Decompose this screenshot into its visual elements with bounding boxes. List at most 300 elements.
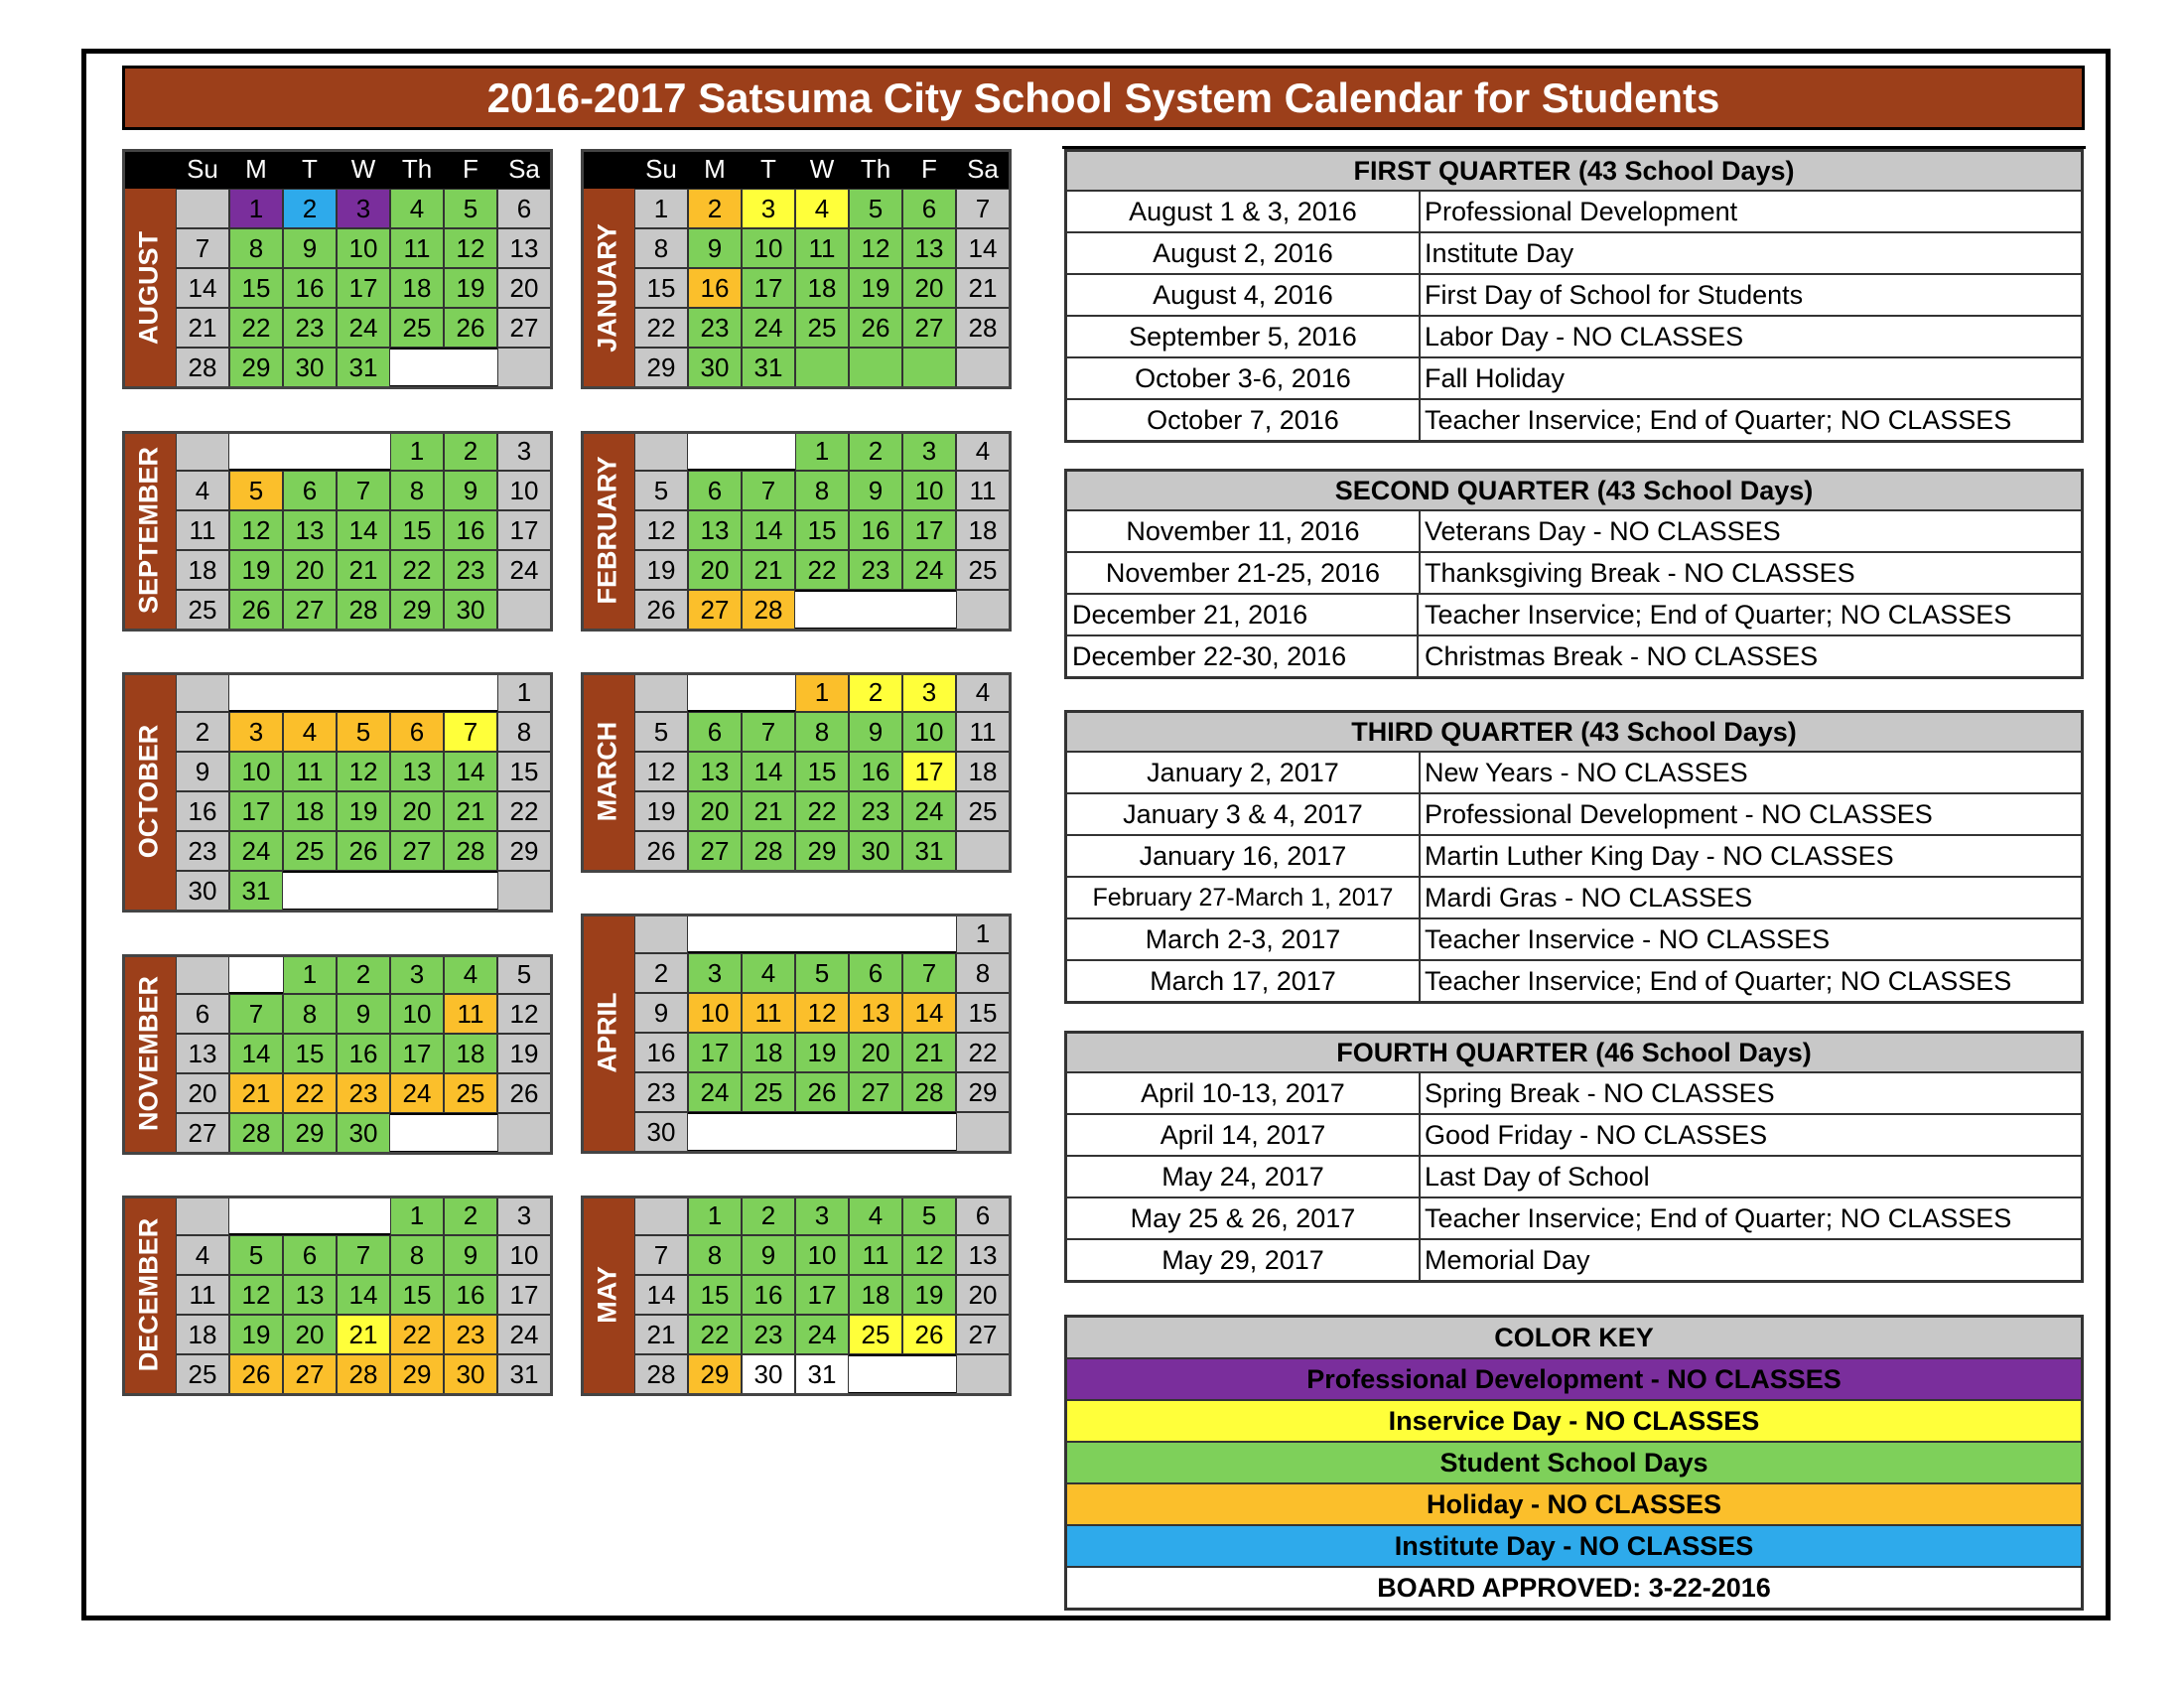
- day-cell: 13: [849, 993, 902, 1033]
- day-cell: 30: [634, 1112, 688, 1152]
- day-cell: 11: [956, 471, 1010, 510]
- day-cell: 28: [229, 1113, 283, 1153]
- day-cell: 18: [176, 550, 229, 590]
- day-cell: 24: [742, 308, 795, 348]
- day-cell: 8: [688, 1235, 742, 1275]
- event-description: New Years - NO CLASSES: [1425, 758, 1748, 787]
- event-row: [1067, 1157, 2081, 1198]
- day-cell: 25: [742, 1072, 795, 1112]
- day-cell: 8: [497, 712, 551, 752]
- day-cell: 2: [444, 1196, 497, 1235]
- event-row: [1067, 919, 2081, 961]
- day-cell: 7: [902, 953, 956, 993]
- month-name: NOVEMBER: [133, 975, 164, 1132]
- weekday-header: Th: [390, 149, 444, 189]
- day-cell: 5: [229, 471, 283, 510]
- day-cell: 10: [497, 471, 551, 510]
- day-cell: 15: [390, 510, 444, 550]
- day-cell: [176, 672, 229, 712]
- day-cell: [688, 672, 742, 712]
- day-cell: [390, 1113, 444, 1153]
- day-cell: 22: [390, 550, 444, 590]
- event-date: November 11, 2016: [1067, 511, 1421, 551]
- event-description: Teacher Inservice; End of Quarter; NO CLASSES: [1425, 405, 2012, 435]
- day-cell: 29: [283, 1113, 337, 1153]
- day-cell: 25: [390, 308, 444, 348]
- weekday-header: M: [229, 149, 283, 189]
- weekday-header: Th: [849, 149, 902, 189]
- day-cell: 15: [229, 268, 283, 308]
- day-cell: 30: [688, 348, 742, 387]
- day-cell: 8: [283, 994, 337, 1034]
- day-cell: 19: [497, 1034, 551, 1073]
- day-cell: [283, 431, 337, 471]
- key-student-school-days: Student School Days: [1067, 1443, 2081, 1484]
- board-approved: BOARD APPROVED: 3-22-2016: [1067, 1568, 2081, 1608]
- event-description: Teacher Inservice; End of Quarter; NO CLASSES: [1425, 1203, 2012, 1233]
- day-cell: 3: [902, 431, 956, 471]
- day-cell: 14: [176, 268, 229, 308]
- day-cell: 10: [902, 471, 956, 510]
- day-cell: 14: [337, 510, 390, 550]
- event-row: [1067, 636, 2081, 676]
- day-cell: [390, 672, 444, 712]
- day-cell: 23: [444, 550, 497, 590]
- event-description: Last Day of School: [1425, 1162, 1650, 1192]
- day-cell: 19: [795, 1033, 849, 1072]
- day-cell: 14: [742, 752, 795, 791]
- event-date: May 24, 2017: [1067, 1157, 1421, 1196]
- day-cell: 27: [688, 831, 742, 871]
- day-cell: 8: [390, 1235, 444, 1275]
- day-cell: 8: [390, 471, 444, 510]
- day-cell: [956, 348, 1010, 387]
- day-cell: 4: [283, 712, 337, 752]
- event-row: [1067, 192, 2081, 233]
- day-cell: 16: [634, 1033, 688, 1072]
- day-cell: [176, 954, 229, 994]
- day-cell: 7: [444, 712, 497, 752]
- day-cell: [956, 1354, 1010, 1394]
- day-cell: [688, 431, 742, 471]
- day-cell: 18: [849, 1275, 902, 1315]
- month-name: SEPTEMBER: [133, 446, 164, 615]
- key-inservice-day: Inservice Day - NO CLASSES: [1067, 1401, 2081, 1443]
- day-cell: [390, 871, 444, 911]
- day-cell: [634, 431, 688, 471]
- day-cell: 3: [795, 1196, 849, 1235]
- color-key-header: COLOR KEY: [1067, 1318, 2081, 1359]
- day-cell: 23: [634, 1072, 688, 1112]
- day-cell: 22: [283, 1073, 337, 1113]
- day-cell: 4: [176, 1235, 229, 1275]
- day-cell: 6: [497, 189, 551, 228]
- day-cell: 19: [902, 1275, 956, 1315]
- day-cell: [849, 590, 902, 630]
- day-cell: 24: [229, 831, 283, 871]
- day-cell: [902, 914, 956, 953]
- day-cell: 9: [849, 712, 902, 752]
- day-cell: 30: [176, 871, 229, 911]
- event-description: Christmas Break - NO CLASSES: [1425, 641, 1819, 671]
- quarter-header: FOURTH QUARTER (46 School Days): [1067, 1034, 2081, 1073]
- day-cell: 17: [742, 268, 795, 308]
- day-cell: 17: [902, 510, 956, 550]
- color-key: [1064, 1315, 2084, 1611]
- day-cell: 15: [795, 510, 849, 550]
- day-cell: 23: [849, 791, 902, 831]
- day-cell: 28: [902, 1072, 956, 1112]
- day-cell: 13: [176, 1034, 229, 1073]
- day-cell: 23: [176, 831, 229, 871]
- day-cell: 29: [688, 1354, 742, 1394]
- day-cell: 2: [634, 953, 688, 993]
- day-cell: 31: [902, 831, 956, 871]
- day-cell: 16: [688, 268, 742, 308]
- day-cell: [229, 954, 283, 994]
- day-cell: 12: [795, 993, 849, 1033]
- day-cell: 15: [283, 1034, 337, 1073]
- day-cell: [229, 431, 283, 471]
- day-cell: 9: [742, 1235, 795, 1275]
- day-cell: [742, 431, 795, 471]
- day-cell: 20: [390, 791, 444, 831]
- month-name: APRIL: [592, 992, 622, 1073]
- day-cell: 19: [634, 550, 688, 590]
- event-row: [1067, 595, 2081, 636]
- day-cell: [795, 914, 849, 953]
- day-cell: 3: [229, 712, 283, 752]
- event-date: December 22-30, 2016: [1067, 636, 1419, 676]
- day-cell: 4: [956, 431, 1010, 471]
- quarter-header: FIRST QUARTER (43 School Days): [1067, 152, 2081, 192]
- day-cell: 17: [902, 752, 956, 791]
- day-cell: 27: [176, 1113, 229, 1153]
- day-cell: [902, 1354, 956, 1394]
- day-cell: 2: [337, 954, 390, 994]
- day-cell: 2: [742, 1196, 795, 1235]
- weekday-header: Sa: [956, 149, 1010, 189]
- event-date: November 21-25, 2016: [1067, 553, 1421, 593]
- day-cell: 3: [390, 954, 444, 994]
- day-cell: 12: [337, 752, 390, 791]
- day-cell: 9: [337, 994, 390, 1034]
- event-date: December 21, 2016: [1067, 595, 1419, 634]
- day-cell: [176, 189, 229, 228]
- day-cell: 25: [956, 791, 1010, 831]
- day-cell: 24: [390, 1073, 444, 1113]
- day-cell: [956, 1112, 1010, 1152]
- day-cell: 1: [229, 189, 283, 228]
- day-cell: 16: [444, 510, 497, 550]
- day-cell: 20: [849, 1033, 902, 1072]
- second-quarter-table: [1064, 469, 2084, 679]
- day-cell: 6: [902, 189, 956, 228]
- event-description: Veterans Day - NO CLASSES: [1425, 516, 1781, 546]
- event-date: October 3-6, 2016: [1067, 358, 1421, 398]
- day-cell: 7: [742, 471, 795, 510]
- day-cell: 13: [956, 1235, 1010, 1275]
- day-cell: 19: [229, 550, 283, 590]
- day-cell: 10: [390, 994, 444, 1034]
- day-cell: [444, 348, 497, 387]
- day-cell: 31: [229, 871, 283, 911]
- day-cell: 15: [634, 268, 688, 308]
- day-cell: 25: [795, 308, 849, 348]
- day-cell: 13: [283, 1275, 337, 1315]
- day-cell: 12: [902, 1235, 956, 1275]
- day-cell: 26: [337, 831, 390, 871]
- day-cell: 24: [902, 550, 956, 590]
- month-april: [581, 914, 1010, 1152]
- day-cell: 3: [688, 953, 742, 993]
- day-cell: 18: [795, 268, 849, 308]
- event-date: January 3 & 4, 2017: [1067, 794, 1421, 834]
- day-cell: [688, 1112, 742, 1152]
- day-cell: 30: [742, 1354, 795, 1394]
- day-cell: 6: [283, 1235, 337, 1275]
- day-cell: 22: [229, 308, 283, 348]
- day-cell: 18: [956, 510, 1010, 550]
- day-cell: 23: [688, 308, 742, 348]
- day-cell: 28: [337, 1354, 390, 1394]
- day-cell: 15: [390, 1275, 444, 1315]
- day-cell: [795, 348, 849, 387]
- day-cell: 20: [497, 268, 551, 308]
- event-description: Teacher Inservice; End of Quarter; NO CLASSES: [1425, 966, 2012, 996]
- event-date: January 16, 2017: [1067, 836, 1421, 876]
- day-cell: [337, 431, 390, 471]
- day-cell: 2: [849, 431, 902, 471]
- day-cell: 1: [688, 1196, 742, 1235]
- event-date: April 10-13, 2017: [1067, 1073, 1421, 1113]
- day-cell: 17: [795, 1275, 849, 1315]
- day-cell: 1: [497, 672, 551, 712]
- day-cell: 26: [229, 590, 283, 630]
- day-cell: 21: [634, 1315, 688, 1354]
- day-cell: 6: [688, 712, 742, 752]
- day-cell: [742, 1112, 795, 1152]
- day-cell: 1: [795, 672, 849, 712]
- day-cell: 14: [337, 1275, 390, 1315]
- day-cell: [176, 431, 229, 471]
- day-cell: 21: [956, 268, 1010, 308]
- day-cell: 20: [176, 1073, 229, 1113]
- day-cell: 8: [229, 228, 283, 268]
- weekday-header: Su: [176, 149, 229, 189]
- event-row: [1067, 233, 2081, 275]
- day-cell: 18: [176, 1315, 229, 1354]
- event-date: August 1 & 3, 2016: [1067, 192, 1421, 231]
- day-cell: 2: [283, 189, 337, 228]
- weekday-header: Sa: [497, 149, 551, 189]
- day-cell: 8: [795, 471, 849, 510]
- day-cell: 13: [283, 510, 337, 550]
- day-cell: 25: [849, 1315, 902, 1354]
- event-row: [1067, 836, 2081, 878]
- event-description: Professional Development: [1425, 197, 1738, 226]
- day-cell: [956, 831, 1010, 871]
- day-cell: 21: [742, 550, 795, 590]
- day-cell: 4: [390, 189, 444, 228]
- day-cell: 11: [283, 752, 337, 791]
- day-cell: 3: [497, 431, 551, 471]
- day-cell: 9: [849, 471, 902, 510]
- day-cell: 27: [390, 831, 444, 871]
- key-professional-development: Professional Development - NO CLASSES: [1067, 1359, 2081, 1401]
- day-cell: 26: [795, 1072, 849, 1112]
- day-cell: 1: [390, 1196, 444, 1235]
- month-name: AUGUST: [133, 231, 164, 345]
- day-cell: 17: [497, 1275, 551, 1315]
- day-cell: [742, 914, 795, 953]
- day-cell: [444, 1113, 497, 1153]
- day-cell: 31: [742, 348, 795, 387]
- day-cell: 27: [849, 1072, 902, 1112]
- day-cell: [337, 1196, 390, 1235]
- day-cell: 7: [176, 228, 229, 268]
- day-cell: 20: [688, 791, 742, 831]
- day-cell: 6: [688, 471, 742, 510]
- day-cell: 31: [497, 1354, 551, 1394]
- day-cell: 3: [742, 189, 795, 228]
- day-cell: 1: [795, 431, 849, 471]
- month-december: [122, 1196, 551, 1394]
- month-january: [581, 149, 1010, 387]
- day-cell: [337, 672, 390, 712]
- day-cell: 27: [497, 308, 551, 348]
- day-cell: 13: [497, 228, 551, 268]
- day-cell: 23: [283, 308, 337, 348]
- day-cell: 20: [902, 268, 956, 308]
- day-cell: 9: [634, 993, 688, 1033]
- day-cell: 22: [795, 550, 849, 590]
- event-row: [1067, 1240, 2081, 1280]
- day-cell: 28: [742, 831, 795, 871]
- day-cell: 9: [176, 752, 229, 791]
- day-cell: 8: [634, 228, 688, 268]
- day-cell: 2: [849, 672, 902, 712]
- quarter-header: SECOND QUARTER (43 School Days): [1067, 472, 2081, 511]
- month-name: MARCH: [592, 721, 622, 822]
- day-cell: 17: [497, 510, 551, 550]
- month-september: [122, 431, 551, 630]
- day-cell: 2: [176, 712, 229, 752]
- day-cell: 12: [229, 510, 283, 550]
- day-cell: 30: [849, 831, 902, 871]
- day-cell: 11: [742, 993, 795, 1033]
- day-cell: 22: [497, 791, 551, 831]
- day-cell: 26: [497, 1073, 551, 1113]
- day-cell: 27: [956, 1315, 1010, 1354]
- event-row: [1067, 794, 2081, 836]
- day-cell: 10: [902, 712, 956, 752]
- day-cell: 29: [634, 348, 688, 387]
- day-cell: 30: [337, 1113, 390, 1153]
- day-cell: 9: [688, 228, 742, 268]
- day-cell: 23: [849, 550, 902, 590]
- day-cell: 17: [337, 268, 390, 308]
- event-date: January 2, 2017: [1067, 753, 1421, 792]
- day-cell: 11: [176, 1275, 229, 1315]
- day-cell: 28: [444, 831, 497, 871]
- event-description: Teacher Inservice - NO CLASSES: [1425, 924, 1831, 954]
- third-quarter-table: [1064, 710, 2084, 1004]
- day-cell: 11: [956, 712, 1010, 752]
- event-date: May 25 & 26, 2017: [1067, 1198, 1421, 1238]
- header-corner: [122, 149, 176, 189]
- day-cell: 29: [229, 348, 283, 387]
- day-cell: 23: [337, 1073, 390, 1113]
- day-cell: [337, 871, 390, 911]
- day-cell: 26: [444, 308, 497, 348]
- day-cell: 12: [497, 994, 551, 1034]
- day-cell: 12: [634, 510, 688, 550]
- day-cell: 24: [795, 1315, 849, 1354]
- day-cell: 1: [390, 431, 444, 471]
- day-cell: 10: [742, 228, 795, 268]
- event-description: Professional Development - NO CLASSES: [1425, 799, 1933, 829]
- event-row: [1067, 878, 2081, 919]
- day-cell: [849, 914, 902, 953]
- day-cell: 4: [849, 1196, 902, 1235]
- day-cell: 26: [229, 1354, 283, 1394]
- month-march: [581, 672, 1010, 871]
- weekday-header: Su: [634, 149, 688, 189]
- event-row: [1067, 400, 2081, 440]
- day-cell: [497, 871, 551, 911]
- day-cell: 3: [902, 672, 956, 712]
- day-cell: 22: [688, 1315, 742, 1354]
- weekday-header: M: [688, 149, 742, 189]
- day-cell: 16: [849, 510, 902, 550]
- event-row: [1067, 753, 2081, 794]
- month-november: [122, 954, 551, 1153]
- day-cell: 13: [902, 228, 956, 268]
- day-cell: 11: [849, 1235, 902, 1275]
- day-cell: [176, 1196, 229, 1235]
- day-cell: 25: [176, 590, 229, 630]
- day-cell: 29: [390, 590, 444, 630]
- day-cell: 21: [337, 550, 390, 590]
- day-cell: [497, 590, 551, 630]
- day-cell: 10: [497, 1235, 551, 1275]
- day-cell: 20: [283, 550, 337, 590]
- day-cell: 24: [497, 1315, 551, 1354]
- weekday-header: W: [795, 149, 849, 189]
- event-description: Labor Day - NO CLASSES: [1425, 322, 1744, 352]
- day-cell: 21: [176, 308, 229, 348]
- day-cell: 21: [902, 1033, 956, 1072]
- day-cell: 21: [337, 1315, 390, 1354]
- day-cell: 13: [390, 752, 444, 791]
- day-cell: [283, 1196, 337, 1235]
- day-cell: 28: [634, 1354, 688, 1394]
- day-cell: 17: [229, 791, 283, 831]
- day-cell: 24: [337, 308, 390, 348]
- event-date: February 27-March 1, 2017: [1067, 878, 1421, 917]
- day-cell: 5: [634, 712, 688, 752]
- day-cell: 5: [634, 471, 688, 510]
- event-description: Thanksgiving Break - NO CLASSES: [1425, 558, 1855, 588]
- day-cell: 10: [229, 752, 283, 791]
- day-cell: 9: [283, 228, 337, 268]
- day-cell: 8: [795, 712, 849, 752]
- day-cell: 15: [688, 1275, 742, 1315]
- day-cell: 21: [742, 791, 795, 831]
- day-cell: 5: [444, 189, 497, 228]
- event-row: [1067, 1115, 2081, 1157]
